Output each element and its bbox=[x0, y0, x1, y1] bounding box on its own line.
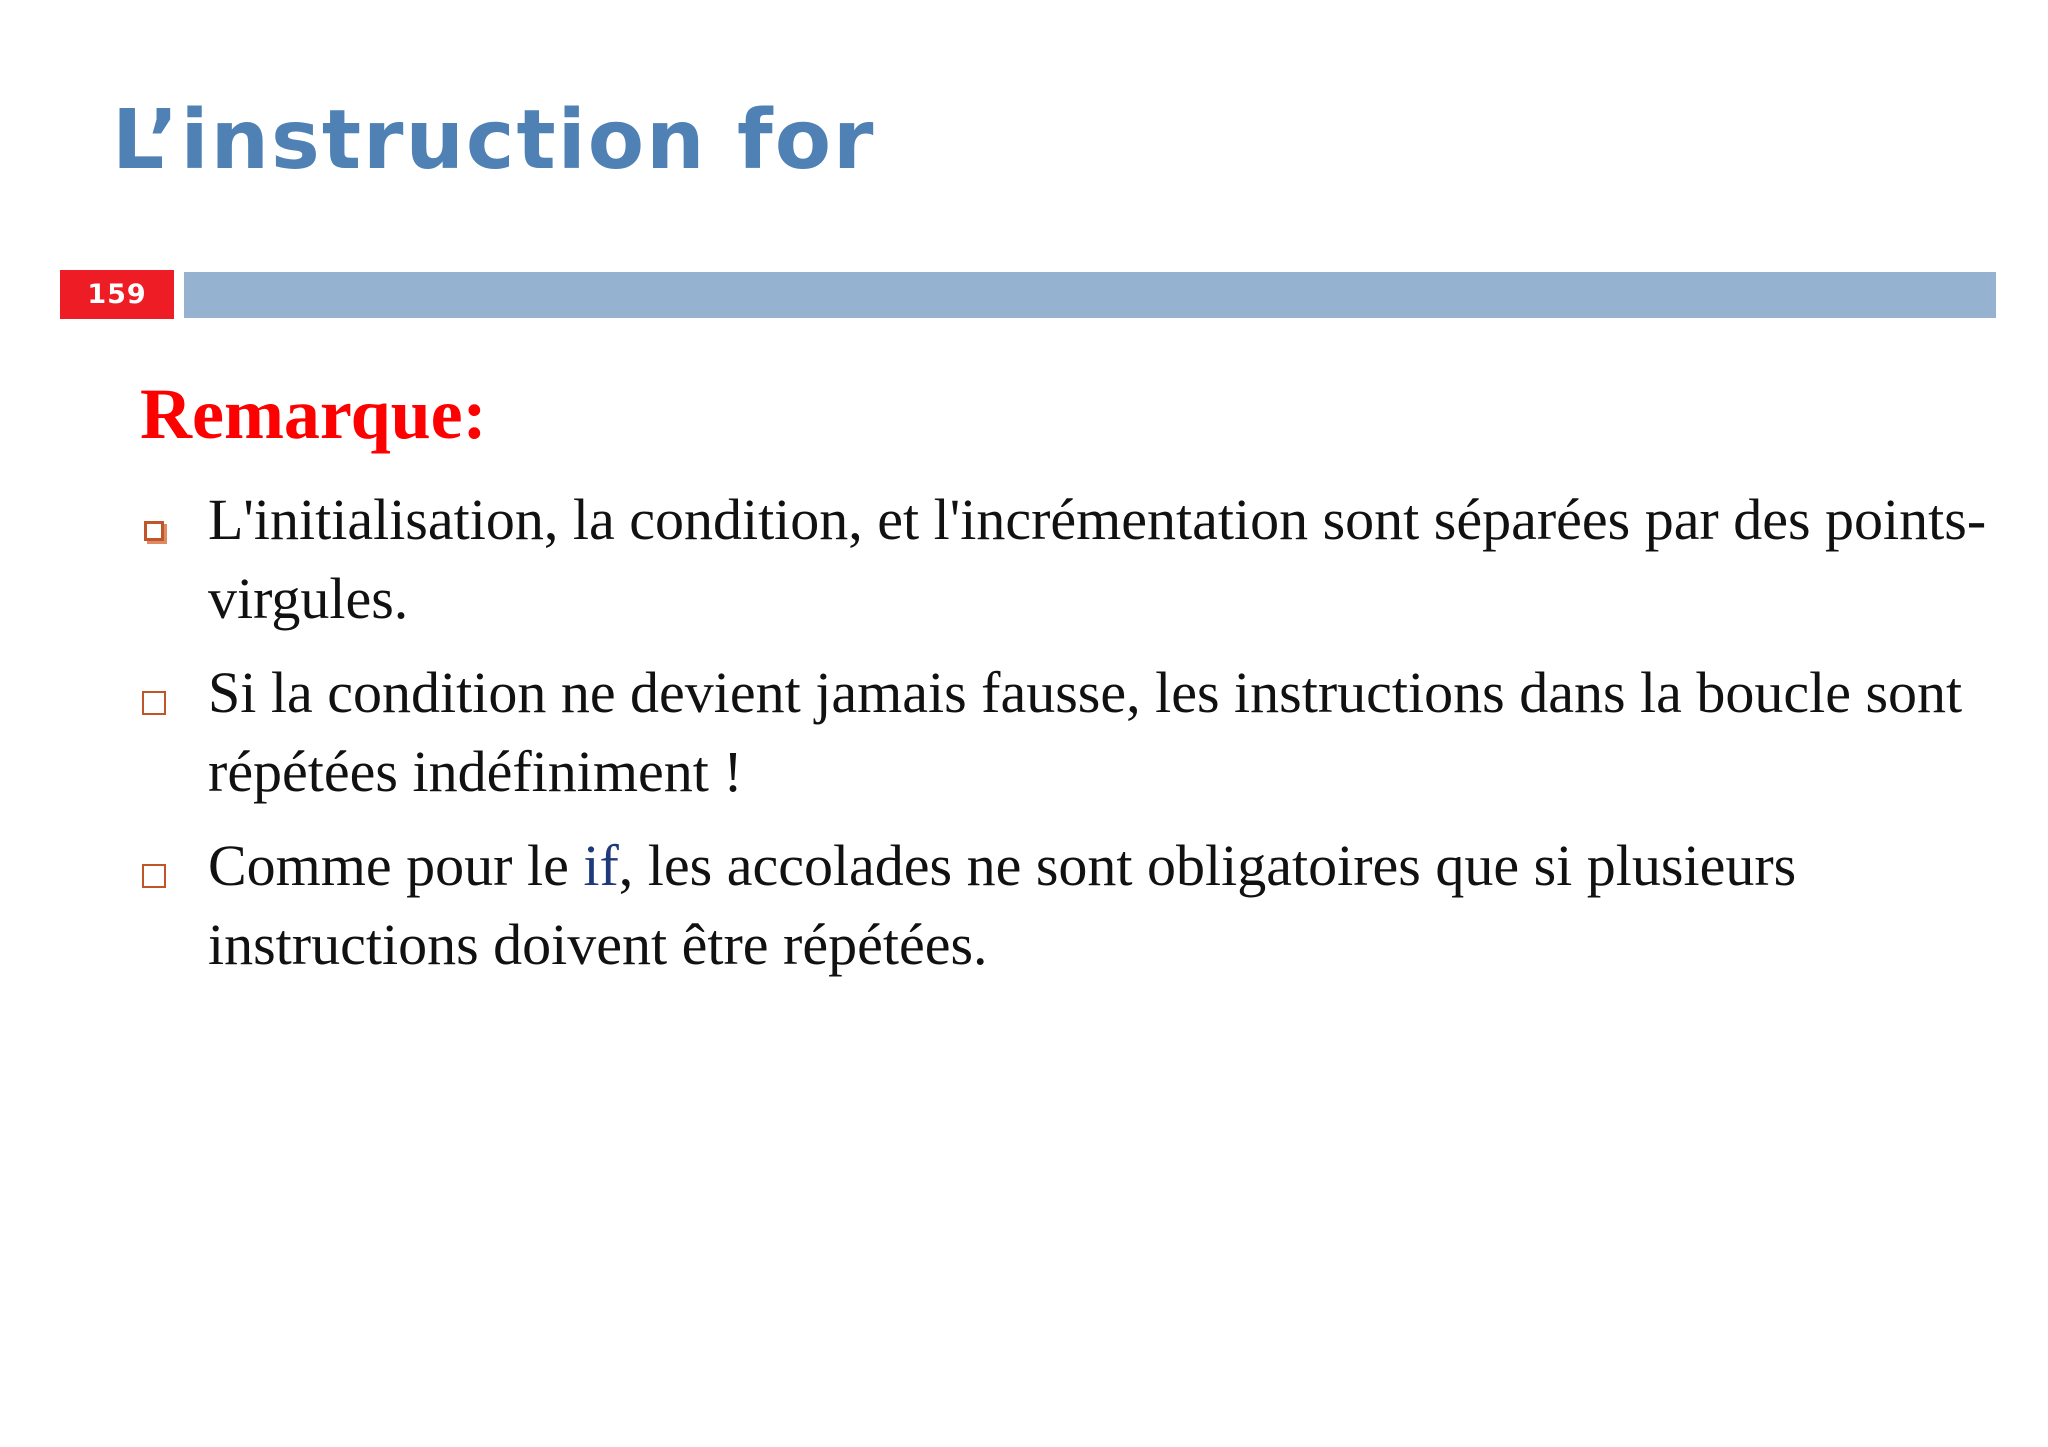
square-bullet-icon bbox=[142, 864, 166, 888]
bullet-text-after: , les accolades ne sont obligatoires que si plusieurs instructions doivent être répétées. bbox=[208, 833, 1797, 977]
keyword-if: if bbox=[583, 833, 619, 898]
bullet-item-braces bbox=[140, 826, 1990, 984]
header-divider-bar bbox=[184, 272, 1996, 318]
page-number: 159 bbox=[87, 279, 147, 310]
page-number-badge bbox=[60, 270, 174, 319]
bullet-item-infinite-loop bbox=[140, 653, 1990, 811]
bullet-text: Si la condition ne devient jamais fausse, les instructions dans la boucle sont répétées indéfiniment ! bbox=[208, 660, 1963, 804]
bullet-item-separators bbox=[140, 480, 1990, 638]
bullet-list bbox=[140, 480, 1990, 999]
square-bullet-icon bbox=[142, 691, 166, 715]
bullet-text-before: Comme pour le bbox=[208, 833, 584, 898]
square-bullet-icon bbox=[144, 521, 164, 541]
remark-heading: Remarque: bbox=[140, 374, 487, 454]
bullet-text: L'initialisation, la condition, et l'incrémentation sont séparées par des points-virgules. bbox=[208, 487, 1987, 631]
slide-title: L’instruction for bbox=[112, 93, 876, 188]
